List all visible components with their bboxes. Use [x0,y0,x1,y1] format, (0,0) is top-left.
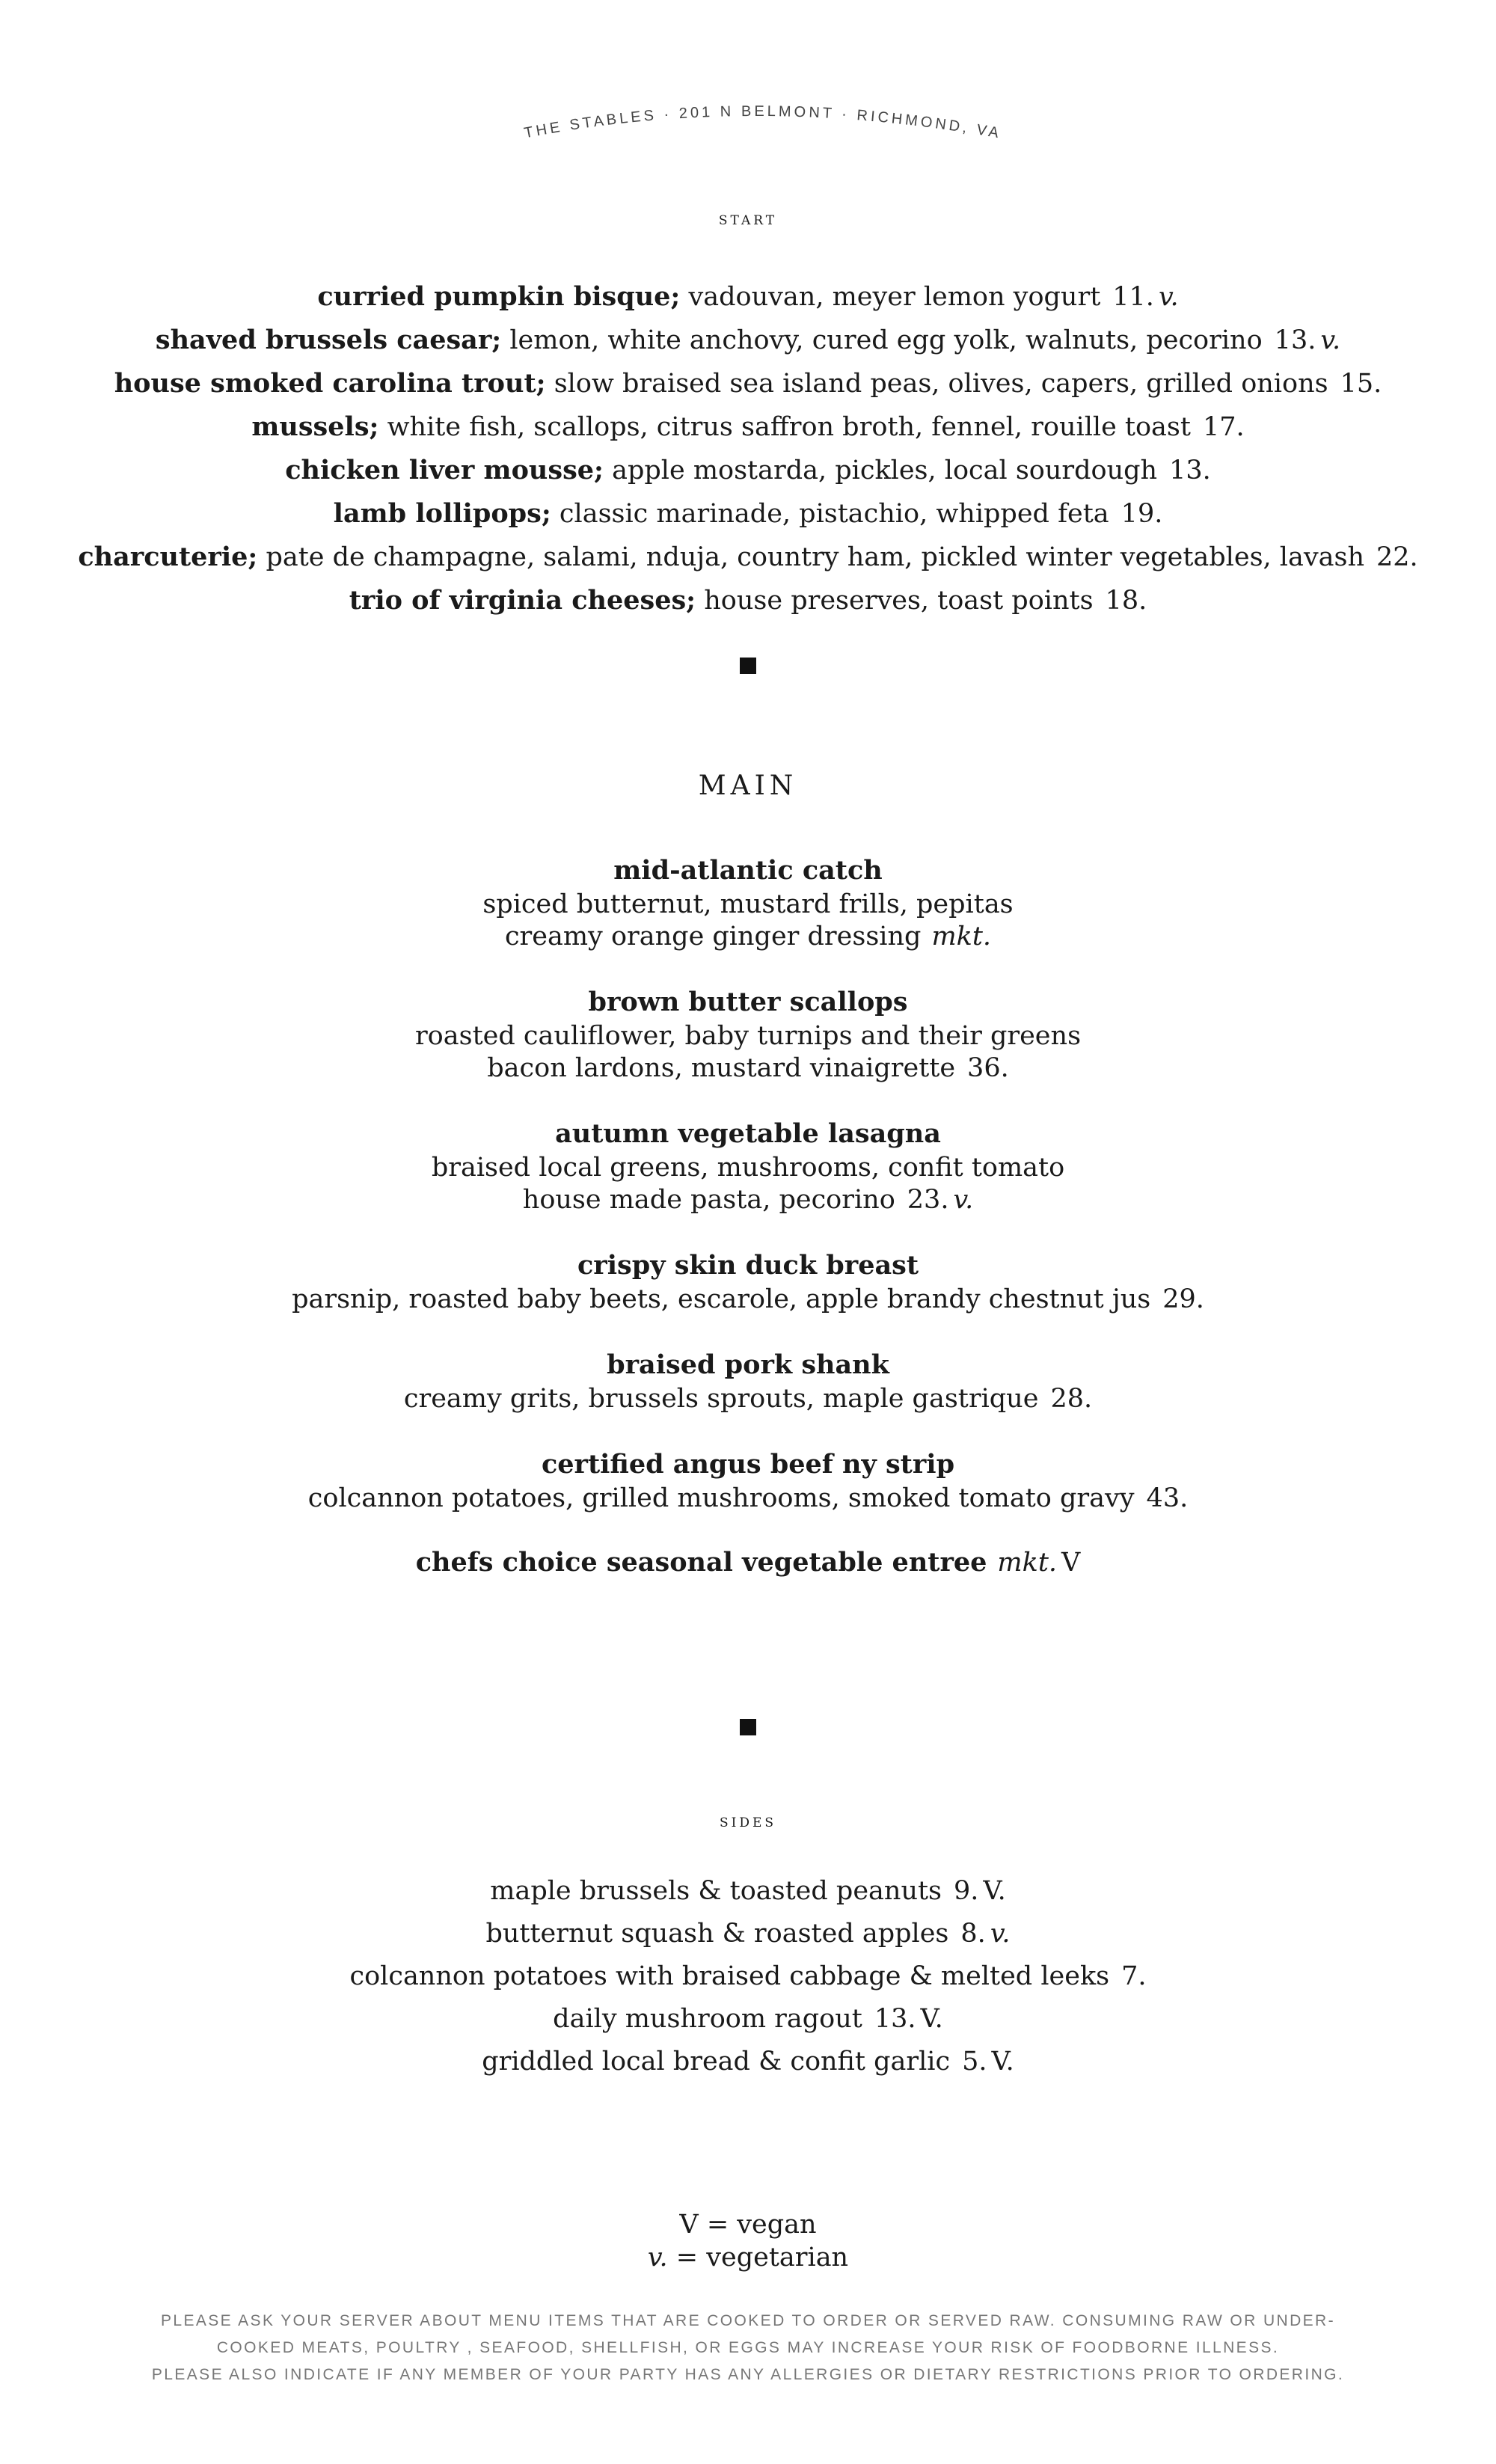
section-divider [740,1719,756,1735]
main-item [0,1248,1496,1316]
vegan-mark: V. [983,1876,1006,1906]
start-item [0,492,1496,536]
item-description: griddled local bread & confit garlic [482,2047,951,2077]
sides-list [0,1870,1496,2083]
section-divider [740,658,756,674]
side-item [0,1998,1496,2041]
item-price: 13. [874,2004,916,2034]
item-description: vadouvan, meyer lemon yogurt [688,282,1101,312]
item-description: roasted cauliflower, baby turnips and their greens [414,1021,1082,1051]
item-price: 29. [1162,1284,1204,1314]
address-text: THE STABLES · 201 N BELMONT · RICHMOND, VA [522,102,1003,142]
item-description: butternut squash & roasted apples [485,1919,949,1949]
start-item [0,405,1496,449]
item-price: mkt. [997,1548,1058,1578]
main-item [0,1546,1496,1579]
item-price: 36. [967,1053,1009,1083]
sides-heading: sides [719,1810,777,1831]
vegetarian-mark: v. [1320,325,1341,355]
side-item [0,1955,1496,1998]
item-description: house preserves, toast points [704,586,1094,616]
main-list [0,853,1496,1611]
disclaimer-line: PLEASE ASK YOUR SERVER ABOUT MENU ITEMS THAT ARE COOKED TO ORDER OR SERVED RAW. CONSUMING RAW OR UNDER- [160,2312,1336,2329]
legend-vegan [0,2208,1496,2241]
item-price: 43. [1146,1483,1189,1513]
svg-text:THE STABLES · 201 N BELMONT · [523,103,1003,142]
start-item [0,449,1496,492]
item-name: mussels; [251,411,379,442]
main-heading: MAIN [698,770,798,801]
vegetarian-label: = vegetarian [675,2243,849,2273]
item-price: 15. [1340,369,1382,399]
item-price: 8. [960,1919,986,1949]
item-price: 22. [1376,542,1418,572]
restaurant-address [0,94,1496,146]
item-description: house made pasta, pecorino [522,1185,895,1215]
item-name: certified angus beef ny strip [541,1449,955,1480]
item-name: brown butter scallops [588,987,908,1017]
item-name: braised pork shank [607,1349,889,1380]
item-description: creamy orange ginger dressing [504,922,922,951]
item-description: creamy grits, brussels sprouts, maple gastrique [403,1384,1039,1414]
vegan-mark: V. [920,2004,943,2034]
disclaimer-line: PLEASE ALSO INDICATE IF ANY MEMBER OF YOUR PARTY HAS ANY ALLERGIES OR DIETARY RESTRICTIONS PRIOR TO ORDERING. [151,2366,1345,2383]
main-item [0,984,1496,1085]
side-item [0,1870,1496,1913]
item-name: curried pumpkin bisque; [317,281,681,312]
start-item [0,362,1496,405]
item-price: mkt. [931,922,992,951]
disclaimer-line: COOKED MEATS, POULTRY , SEAFOOD, SHELLFISH, OR EGGS MAY INCREASE YOUR RISK OF FOODBORNE ILLNESS. [216,2339,1280,2356]
item-name: charcuterie; [78,542,258,572]
start-item [0,275,1496,319]
vegan-mark: V. [991,2047,1014,2077]
item-name: lamb lollipops; [333,498,551,529]
vegetarian-mark: v. [990,1919,1011,1949]
item-description: apple mostarda, pickles, local sourdough [612,456,1158,485]
item-name: crispy skin duck breast [577,1250,919,1281]
start-item [0,319,1496,362]
side-item [0,1913,1496,1955]
main-item [0,1447,1496,1515]
item-name: house smoked carolina trout; [114,368,546,399]
vegan-label: = vegan [706,2210,817,2240]
main-item [0,1347,1496,1415]
item-name: trio of virginia cheeses; [349,585,696,616]
item-description: daily mushroom ragout [553,2004,862,2034]
diet-legend [0,2208,1496,2274]
item-description: spiced butternut, mustard frills, pepitas [482,889,1014,919]
item-price: 28. [1050,1384,1093,1414]
start-list [0,275,1496,622]
item-price: 11. [1112,282,1154,312]
item-description: classic marinade, pistachio, whipped feta [559,499,1109,529]
item-price: 17. [1202,412,1245,442]
item-description: colcannon potatoes with braised cabbage & melted leeks [349,1961,1110,1991]
item-description: maple brussels & toasted peanuts [490,1876,942,1906]
main-item [0,1116,1496,1216]
side-item [0,2041,1496,2083]
vegetarian-mark: v. [1158,282,1179,312]
item-description: white fish, scallops, citrus saffron broth, fennel, rouille toast [387,412,1191,442]
item-description: braised local greens, mushrooms, confit tomato [431,1153,1065,1183]
vegan-mark: V [1061,1548,1081,1578]
item-name: chefs choice seasonal vegetable entree [415,1547,987,1578]
item-price: 23. [907,1185,949,1215]
main-item [0,853,1496,953]
item-name: mid-atlantic catch [613,855,883,886]
item-description: colcannon potatoes, grilled mushrooms, smoked tomato gravy [307,1483,1135,1513]
item-price: 18. [1105,586,1147,616]
item-name: autumn vegetable lasagna [555,1118,941,1149]
item-price: 9. [954,1876,979,1906]
vegetarian-mark: v. [953,1185,974,1215]
vegan-symbol: V [679,2210,699,2240]
item-description: lemon, white anchovy, cured egg yolk, walnuts, pecorino [509,325,1263,355]
start-item [0,536,1496,579]
item-name: shaved brussels caesar; [155,325,502,355]
item-name: chicken liver mousse; [285,455,604,485]
legend-vegetarian [0,2241,1496,2274]
food-safety-disclaimer [0,2308,1496,2388]
item-price: 5. [962,2047,987,2077]
item-price: 19. [1121,499,1163,529]
start-heading: start [718,208,778,229]
vegetarian-symbol: v. [647,2243,668,2273]
item-price: 13. [1169,456,1211,485]
item-description: slow braised sea island peas, olives, capers, grilled onions [554,369,1328,399]
item-description: pate de champagne, salami, nduja, country ham, pickled winter vegetables, lavash [266,542,1364,572]
item-price: 13. [1274,325,1316,355]
item-description: parsnip, roasted baby beets, escarole, apple brandy chestnut jus [292,1284,1151,1314]
start-item [0,579,1496,622]
item-price: 7. [1121,1961,1147,1991]
item-description: bacon lardons, mustard vinaigrette [487,1053,956,1083]
